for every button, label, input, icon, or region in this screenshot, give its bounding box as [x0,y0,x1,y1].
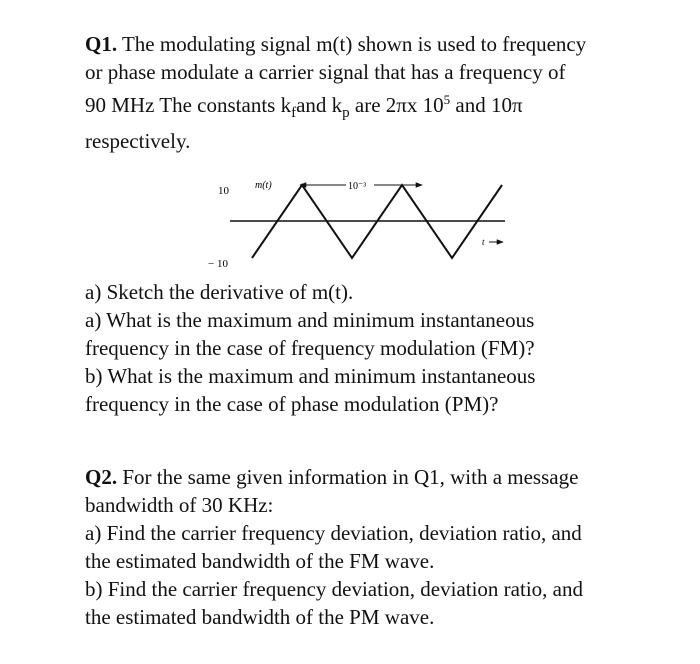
q1-sub-line: a) What is the maximum and minimum instantaneous [85,308,535,332]
q1-sub-questions [85,278,685,418]
q1-line-4: respectively. [85,129,191,154]
y-bottom-label: − 10 [208,258,228,270]
q1-sub-line: b) What is the maximum and minimum instantaneous [85,364,536,388]
y-top-label: 10 [218,185,229,197]
q1-line-3-are: are 2πx 10 [349,93,444,117]
q1-sub-line: frequency in the case of phase modulation (PM)? [85,392,499,416]
q2-line: the estimated bandwidth of the PM wave. [85,605,435,629]
kp-subscript: p [342,105,350,122]
q1-number: Q1. [85,32,118,56]
exponent: 5 [443,92,451,107]
q1-line-3-and: and k [296,93,343,117]
q1-line-2: or phase modulate a carrier signal that has a frequency of [85,60,566,84]
period-label: 10⁻³ [348,181,367,192]
kf-subscript: f [291,105,297,122]
q1-sub-line: frequency in the case of frequency modulation (FM)? [85,336,535,360]
signal-label: m(t) [255,180,272,191]
signal-figure [200,170,540,280]
q2-line: b) Find the carrier frequency deviation, deviation ratio, and [85,577,583,601]
q2-number: Q2. [85,465,118,489]
q2-line-1 [85,463,685,491]
q1-line-1 [85,30,685,58]
q2-line: bandwidth of 30 KHz: [85,493,274,517]
question-1 [85,30,685,155]
q1-line-1-text: The modulating signal m(t) shown is used to frequency [121,32,587,56]
time-label: t [482,237,485,247]
q2-line-1-text: For the same given information in Q1, with a message [122,465,579,489]
q1-sub-line: a) Sketch the derivative of m(t). [85,280,354,304]
q1-line-3 [85,86,685,127]
q1-line-3-pre: 90 MHz The constants k [85,93,292,117]
q2-line: a) Find the carrier frequency deviation, deviation ratio, and [85,521,582,545]
q1-line-3-end: and 10π [450,93,523,117]
question-2 [85,463,685,631]
q2-line: the estimated bandwidth of the FM wave. [85,549,435,573]
